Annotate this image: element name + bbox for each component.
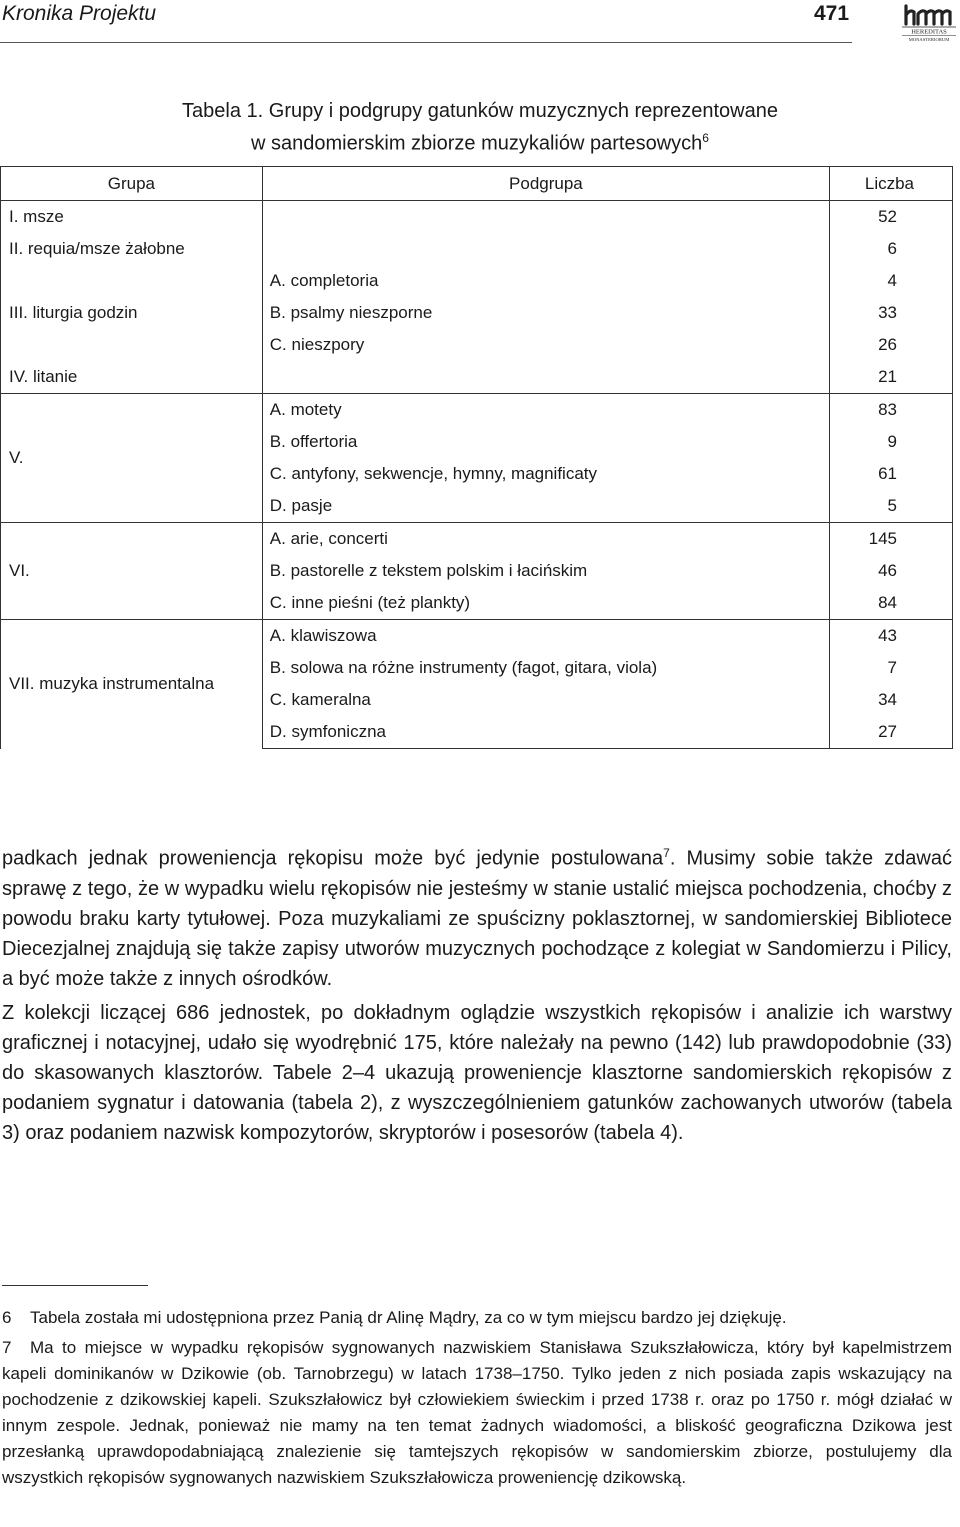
paragraph: Z kolekcji liczącej 686 jednostek, po dokładnym oglądzie wszystkich rękopisów i analizie ich warstwy graficznej i notacyjnej, udało się wyodrębnić 175, które należały na pewno (142) lub prawdopodobnie (33) do skasowanych klasztorów. Tabele 2–4 ukazują proweniencje klasztorne sandomierskich rękopisów z podaniem sygnatur i datowania (tabela 2), z wyszczególnieniem gatunków zachowanych utworów (tabela 3) oraz podaniem nazwisk kompozytorów, skryptorów i posesorów (tabela 4).	[2, 1001, 952, 1144]
header-subgroup: Podgrupa	[262, 167, 829, 201]
subgroup-cell: B. solowa na różne instrumenty (fagot, gitara, viola)	[269, 658, 658, 677]
header-rule	[0, 42, 852, 43]
count-cell: 34	[830, 684, 953, 716]
subgroup-cell: D. symfoniczna	[262, 716, 829, 749]
subgroup-cell: D. pasje	[269, 496, 333, 515]
paragraph-text: . Musimy sobie także zdawać sprawę z tego, że w wypadku wielu rękopisów nie jesteśmy w stanie ustalić miejsca pochodzenia, choćby z powodu braku karty tytułowej. Poza muzykaliami ze spuścizny poklasztornej, w sandomierskiej Bibliotece Diecezjalnej znajdują się także zapisy utworów muzycznych pochodzące z kolegiat w Sandomierzu i Pilicy, a być może także z innych ośrodków.	[2, 847, 952, 990]
table-row	[1, 265, 953, 297]
page-number: 471	[814, 2, 850, 25]
footnote-text: Tabela została mi udostępniona przez Panią dr Alinę Mądry, za co w tym miejscu bardzo jej dziękuję.	[30, 1308, 787, 1327]
group-cell: III. liturgia godzin	[1, 265, 263, 361]
svg-text:HEREDITAS: HEREDITAS	[911, 28, 947, 36]
subgroup-cell: B. psalmy nieszporne	[269, 303, 433, 322]
table-row	[1, 394, 953, 427]
count-cell: 84	[830, 587, 953, 620]
subgroup-cell: A. arie, concerti	[262, 523, 829, 556]
subgroup-cell: C. antyfony, sekwencje, hymny, magnificaty	[269, 464, 598, 483]
count-cell: 21	[830, 361, 953, 394]
caption-line-2: w sandomierskim zbiorze muzykaliów partesowych	[251, 132, 703, 155]
count-cell: 43	[830, 620, 953, 653]
count-cell: 27	[830, 716, 953, 749]
footnote-ref: 7	[663, 846, 670, 860]
footnote-number: 7	[2, 1338, 12, 1357]
group-cell: I. msze	[1, 201, 263, 234]
group-cell: II. requia/msze żałobne	[1, 233, 263, 265]
count-cell: 61	[830, 458, 953, 490]
subgroup-cell: C. nieszpory	[269, 335, 365, 354]
subgroup-cell	[262, 201, 829, 234]
header-count: Liczba	[830, 167, 953, 201]
table-row	[1, 620, 953, 653]
count-cell: 52	[830, 201, 953, 234]
caption-footnote-ref: 6	[702, 131, 709, 145]
subgroup-cell	[262, 233, 829, 265]
hereditas-logo	[900, 2, 958, 42]
subgroup-cell: C. inne pieśni (też plankty)	[269, 593, 471, 612]
subgroup-cell	[262, 361, 829, 394]
subgroup-cell: B. offertoria	[269, 432, 358, 451]
subgroup-cell: A. klawiszowa	[262, 620, 829, 653]
subgroup-cell: B. pastorelle z tekstem polskim i łacińskim	[269, 561, 588, 580]
footnote	[2, 1305, 952, 1331]
subgroup-cell: A. motety	[262, 394, 829, 427]
paragraph	[2, 838, 952, 994]
subgroup-cell: C. kameralna	[269, 690, 371, 709]
table-row	[1, 233, 953, 265]
footnote	[2, 1335, 952, 1491]
table-row	[1, 523, 953, 556]
table-caption	[0, 98, 960, 158]
running-header: Kronika Projektu	[2, 2, 157, 25]
count-cell: 83	[830, 394, 953, 427]
svg-text:MONASTERIORUM: MONASTERIORUM	[908, 37, 950, 42]
footnote-number: 6	[2, 1308, 12, 1327]
group-cell: VI.	[1, 523, 263, 620]
table-row	[1, 201, 953, 234]
footnote-text: Ma to miejsce w wypadku rękopisów sygnowanych nazwiskiem Stanisława Szukszłałowicza, który był kapelmistrzem kapeli dominikanów w Dzikowie (ob. Tarnobrzegu) w latach 1738–1750. Tylko jeden z nich posiada zapis wskazujący na pochodzenie z dzikowskiej kapeli. Szukszłałowicz był człowiekiem świeckim i przed 1738 r. oraz po 1750 r. mógł działać w innym zespole. Jednak, ponieważ nie mamy na ten temat żadnych wiadomości, a bliskość geograficzna Dzikowa jest przesłanką uprawdopodabniającą znalezienie się tamtejszych rękopisów w sandomierskim zbiorze, postulujemy dla wszystkich rękopisów sygnowanych nazwiskiem Szukszłałowicza proweniencję dzikowską.	[2, 1338, 952, 1487]
footnote-rule	[2, 1285, 148, 1286]
table-header-row	[1, 167, 953, 201]
count-cell: 33	[830, 297, 953, 329]
count-cell: 5	[830, 490, 953, 523]
count-cell: 9	[830, 426, 953, 458]
genre-table	[0, 166, 953, 749]
footnotes	[2, 1305, 952, 1495]
count-cell: 7	[830, 652, 953, 684]
count-cell: 6	[830, 233, 953, 265]
header-group: Grupa	[1, 167, 263, 201]
count-cell: 4	[830, 265, 953, 297]
body-text	[2, 838, 952, 1152]
paragraph-text: padkach jednak proweniencja rękopisu może być jedynie postulowana	[2, 847, 664, 870]
count-cell: 145	[830, 523, 953, 556]
count-cell: 26	[830, 329, 953, 361]
group-cell: IV. litanie	[1, 361, 263, 394]
table-row	[1, 361, 953, 394]
group-cell: VII. muzyka instrumentalna	[1, 620, 263, 749]
caption-line-1: Tabela 1. Grupy i podgrupy gatunków muzycznych reprezentowane	[182, 100, 778, 122]
group-cell: V.	[1, 394, 263, 523]
subgroup-cell: A. completoria	[269, 271, 379, 290]
count-cell: 46	[830, 555, 953, 587]
